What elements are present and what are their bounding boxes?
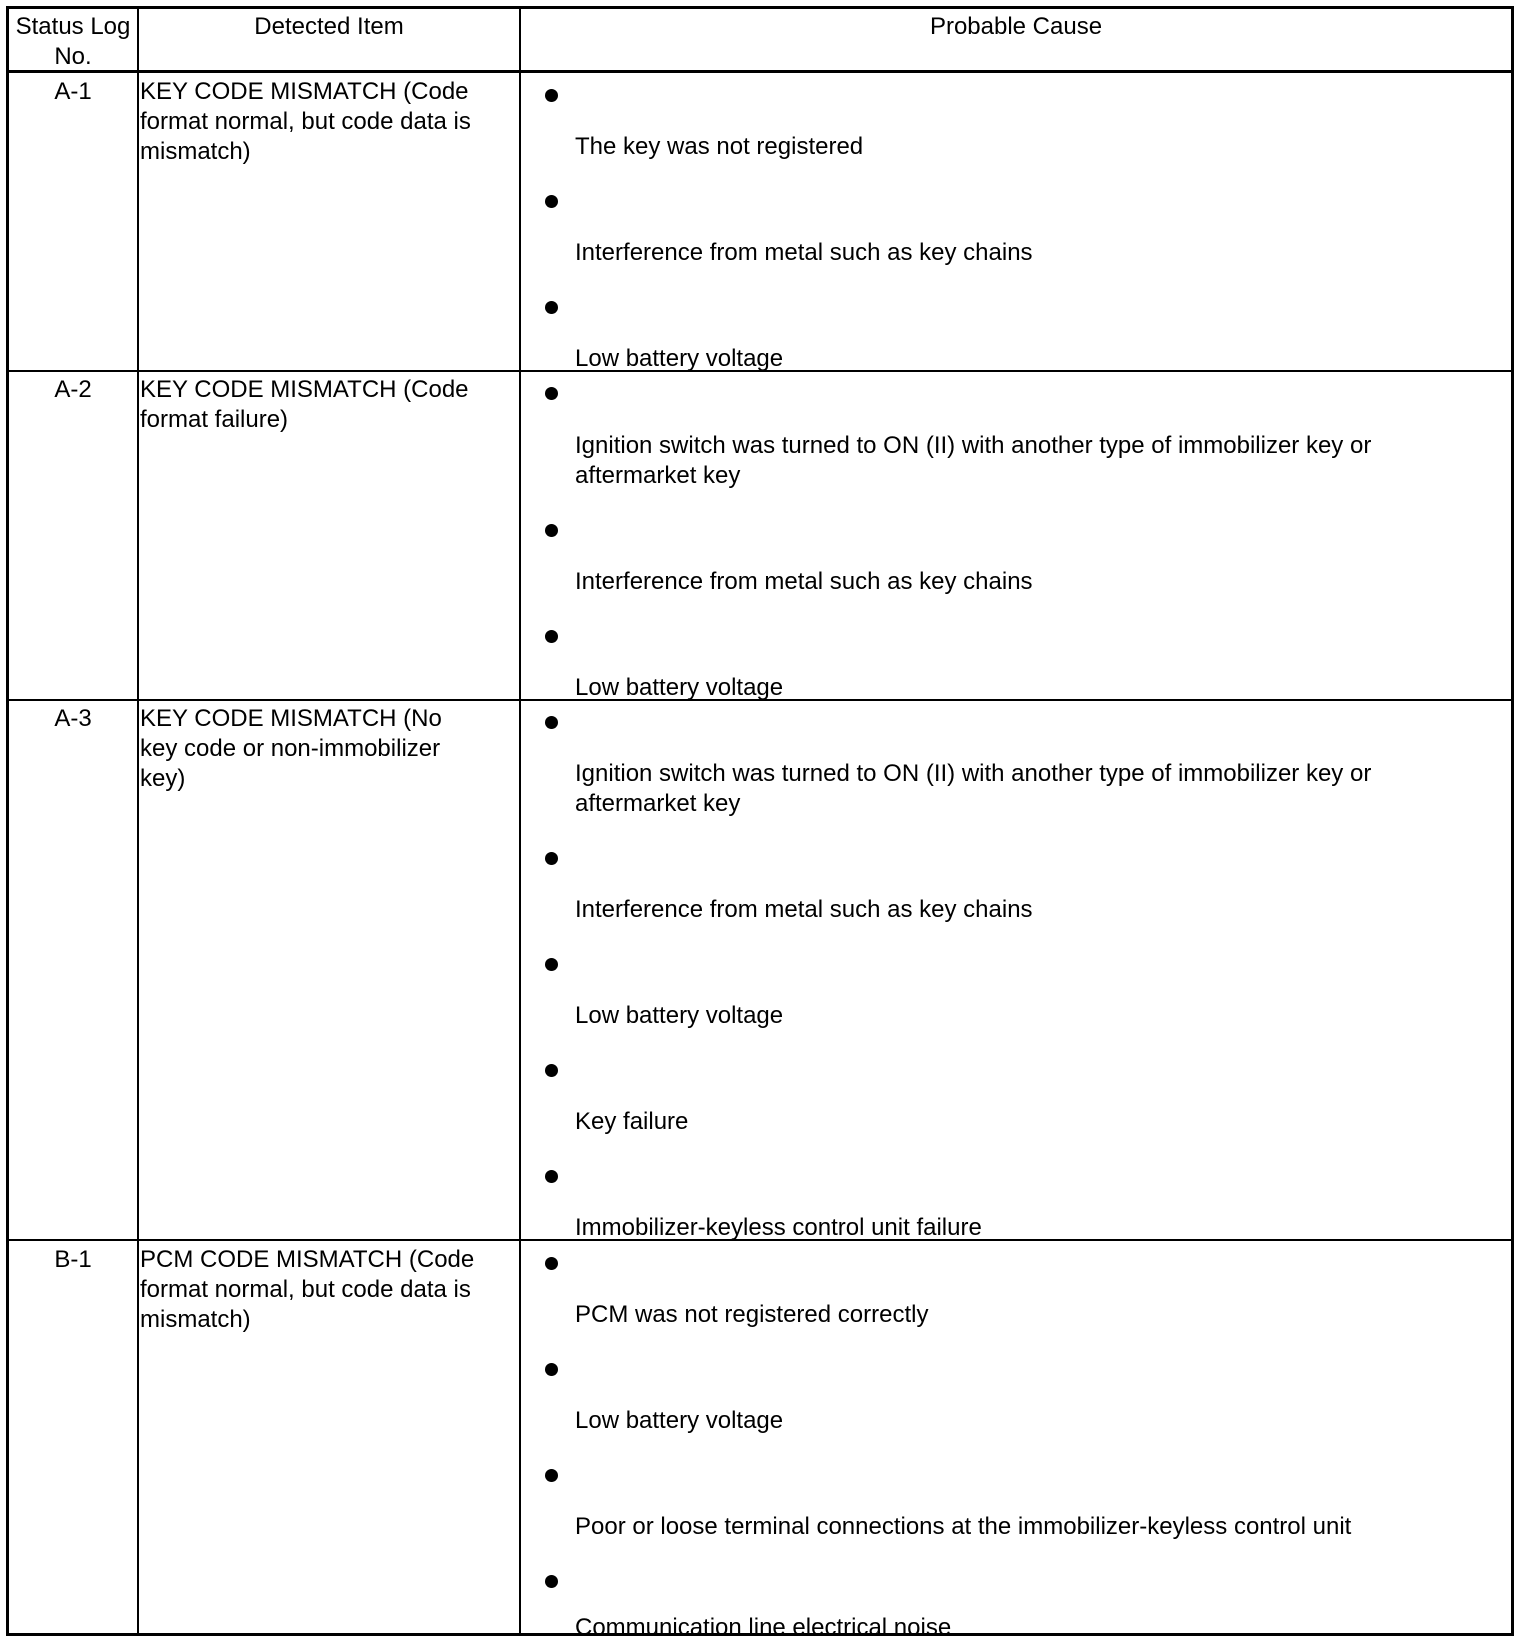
row-status-no: A-2 xyxy=(54,376,92,403)
column-divider xyxy=(519,9,521,1633)
cause-text: Immobilizer-keyless control unit failure xyxy=(575,1214,982,1241)
cause-text: Interference from metal such as key chains xyxy=(575,239,1033,266)
bullet-icon xyxy=(545,1064,558,1077)
bullet-icon xyxy=(545,387,558,400)
cause-text: Poor or loose terminal connections at the immobilizer-keyless control unit xyxy=(575,1513,1352,1540)
cause-text: Ignition switch was turned to ON (II) with another type of immobilizer key or aftermarket key xyxy=(575,432,1372,489)
row-detected-item: KEY CODE MISMATCH (No key code or non-immobilizer key) xyxy=(140,705,442,792)
cause-text: Low battery voltage xyxy=(575,1407,784,1434)
cause-text: Interference from metal such as key chains xyxy=(575,568,1033,595)
cause-text: Communication line electrical noise xyxy=(575,1614,952,1641)
row-status-no: A-1 xyxy=(54,78,92,105)
column-divider xyxy=(137,9,139,1633)
header-status-log-no: Status Log No. xyxy=(15,13,131,70)
row-status-no: A-3 xyxy=(54,705,92,732)
row-detected-item: KEY CODE MISMATCH (Code format failure) xyxy=(140,376,469,433)
bullet-icon xyxy=(545,630,558,643)
cause-text: Low battery voltage xyxy=(575,345,784,372)
header-probable-cause: Probable Cause xyxy=(929,13,1103,40)
bullet-icon xyxy=(545,524,558,537)
bullet-icon xyxy=(545,1469,558,1482)
row-detected-item: KEY CODE MISMATCH (Code format normal, but code data is mismatch) xyxy=(140,78,471,165)
bullet-icon xyxy=(545,958,558,971)
cause-text: Low battery voltage xyxy=(575,1002,784,1029)
bullet-icon xyxy=(545,195,558,208)
bullet-icon xyxy=(545,716,558,729)
header-detected-item: Detected Item xyxy=(254,13,404,40)
status-log-table xyxy=(6,6,1514,1641)
bullet-icon xyxy=(545,852,558,865)
bullet-icon xyxy=(545,89,558,102)
bullet-icon xyxy=(545,1363,558,1376)
header-divider xyxy=(9,70,1511,73)
row-status-no: B-1 xyxy=(54,1246,92,1273)
cause-text: Low battery voltage xyxy=(575,674,784,701)
bullet-icon xyxy=(545,1257,558,1270)
row-detected-item: PCM CODE MISMATCH (Code format normal, but code data is mismatch) xyxy=(140,1246,475,1333)
bullet-icon xyxy=(545,301,558,314)
bullet-icon xyxy=(545,1170,558,1183)
cause-text: Key failure xyxy=(575,1108,689,1135)
cause-text: Interference from metal such as key chains xyxy=(575,896,1033,923)
bullet-icon xyxy=(545,1575,558,1588)
cause-text: Ignition switch was turned to ON (II) with another type of immobilizer key or aftermarket key xyxy=(575,760,1372,817)
cause-text: The key was not registered xyxy=(575,133,864,160)
cause-text: PCM was not registered correctly xyxy=(575,1301,929,1328)
